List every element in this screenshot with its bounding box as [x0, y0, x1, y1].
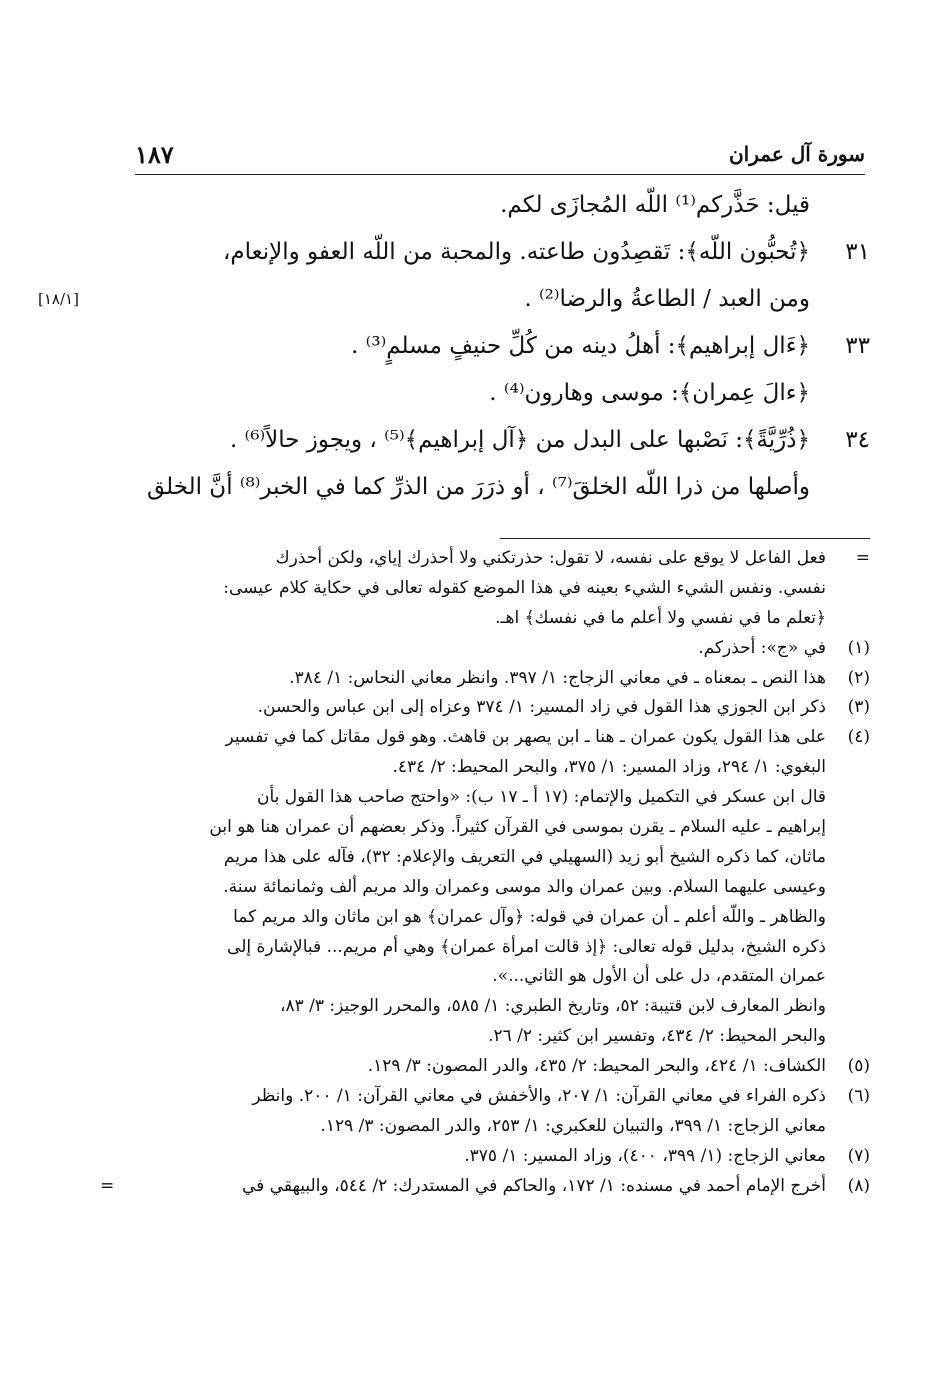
line-text: ﴿ءالَ عِمران﴾: موسى وهارون⁽⁴⁾ .: [489, 380, 810, 406]
footnote-number: (٥): [847, 1056, 870, 1077]
footnote-text: وعيسى عليهما السلام. وبين عمران والد موسى وعمران والد مريم ألف وثمانمائة سنة.: [223, 876, 826, 897]
footnote-text: وانظر المعارف لابن قتيبة: ٥٢، وتاريخ الطبري: ١/ ٥٨٥، والمحرر الوجيز: ٣/ ٨٣،: [279, 996, 826, 1017]
footnote-line: [108, 903, 870, 933]
line-text: ﴿ذُرِّيَّةً﴾: نَصْبها على البدل من ﴿آل إبراهيم﴾⁽⁵⁾ ، ويجوز حالاً⁽⁶⁾ .: [229, 427, 810, 453]
margin-reference: [١٨/١]: [38, 290, 79, 308]
footnote-text: الكشاف: ١/ ٤٢٤، والبحر المحيط: ٢/ ٤٣٥، والدر المصون: ٣/ ١٢٩.: [367, 1056, 826, 1077]
footnote-line: [108, 843, 870, 873]
line-text: ﴿تُحبُّون اللّه﴾: تَقصِدُون طاعته. والمحبة من اللّه العفو والإنعام،: [222, 239, 810, 265]
footnote-text: والظاهر ـ واللّه أعلم ـ أن عمران في قوله: ﴿وآل عمران﴾ هو ابن ماثان والد مريم كما: [233, 906, 826, 927]
footnote-line: [108, 634, 870, 664]
continuation-mark: =: [100, 1175, 115, 1196]
footnote-line: [108, 1022, 870, 1052]
footnote-number: (١): [847, 637, 870, 658]
footnote-text: فعل الفاعل لا يوقع على نفسه، لا تقول: حذرتكني ولا أحذرك إياي، ولكن أحذرك: [275, 548, 826, 568]
footnote-number: =: [855, 548, 870, 568]
footnote-text: عمران المتقدم، دل على أن الأول هو الثاني...».: [492, 966, 826, 987]
text-line: [100, 464, 870, 511]
page-number: ١٨٧: [135, 140, 174, 169]
footnote-line: [108, 962, 870, 992]
footnote-line: [108, 873, 870, 903]
footnote-line: [108, 1052, 870, 1082]
footnote-number: (٧): [847, 1145, 870, 1166]
footnote-text: في «ج»: أحذركم.: [698, 637, 826, 658]
footnote-line: [108, 783, 870, 813]
footnote-text: ذكر ابن الجوزي هذا القول في زاد المسير: ١/ ٣٧٤ وعزاه إلى ابن عباس والحسن.: [257, 697, 826, 718]
footnotes: [100, 544, 870, 1202]
main-text: [38, 182, 870, 511]
footnote-number: (٤): [847, 727, 870, 748]
footnote-number: (٨): [847, 1175, 870, 1196]
footnote-line: [108, 544, 870, 574]
text-line: [100, 323, 870, 370]
footnote-line: [108, 992, 870, 1022]
text-line: [100, 182, 870, 229]
footnote-line: [108, 664, 870, 694]
footnote-text: ﴿تعلم ما في نفسي ولا أعلم ما في نفسك﴾ اهـ.: [495, 607, 826, 628]
footnote-separator: [500, 538, 870, 539]
footnote-text: هذا النص ـ بمعناه ـ في معاني الزجاج: ١/ ٣٩٧. وانظر معاني النحاس: ١/ ٣٨٤.: [289, 667, 826, 688]
footnote-text: نفسي. ونفس الشيء الشيء بعينه في هذا الموضع كقوله تعالى في حكاية كلام عيسى:: [223, 577, 826, 598]
footnote-line: [108, 1142, 870, 1172]
verse-number: ٣٤: [845, 427, 870, 453]
footnote-text: قال ابن عسكر في التكميل والإتمام: (١٧ أ ـ ١٧ ب): «واحتج صاحب هذا القول بأن: [256, 787, 826, 808]
footnote-line: [108, 693, 870, 723]
footnote-number: (٣): [847, 697, 870, 718]
footnote-line: [108, 933, 870, 963]
text-line: [100, 229, 870, 276]
verse-number: ٣٣: [845, 333, 870, 359]
footnote-text: معاني الزجاج: (١/ ٣٩٩، ٤٠٠)، وزاد المسير: ١/ ٣٧٥.: [464, 1145, 826, 1166]
footnote-text: أخرج الإمام أحمد في مسنده: ١/ ١٧٢، والحاكم في المستدرك: ٢/ ٥٤٤، والبيهقي في: [241, 1175, 826, 1196]
footnote-number: (٦): [847, 1086, 870, 1107]
footnote-line: [108, 604, 870, 634]
footnote-line: [108, 813, 870, 843]
footnote-text: على هذا القول يكون عمران ـ هنا ـ ابن يصهر بن قاهث. وهو قول مقاتل كما في تفسير: [225, 727, 826, 748]
footnote-text: ذكره الفراء في معاني القرآن: ١/ ٢٠٧، والأخفش في معاني القرآن: ١/ ٢٠٠. وانظر: [252, 1086, 826, 1107]
text-line: [100, 417, 870, 464]
footnote-text: والبحر المحيط: ٢/ ٤٣٤، وتفسير ابن كثير: ٢/ ٢٦.: [488, 1026, 826, 1047]
footnote-line: [108, 1112, 870, 1142]
footnote-text: البغوي: ١/ ٢٩٤، وزاد المسير: ١/ ٣٧٥، والبحر المحيط: ٢/ ٤٣٤.: [392, 757, 826, 778]
line-text: وأصلها من ذرا اللّه الخلقَ⁽⁷⁾ ، أو ذرَرَ من الذرِّ كما في الخبر⁽⁸⁾ أنَّ الخلق: [146, 474, 810, 500]
text-line: [100, 370, 870, 417]
text-line: [38, 276, 870, 323]
footnote-line: [100, 1172, 870, 1202]
line-text: ومن العبد / الطاعةُ والرضا⁽²⁾ .: [524, 286, 810, 312]
footnote-text: إبراهيم ـ عليه السلام ـ يقرن بموسى في القرآن كثيراً. وذكر بعضهم أن عمران هنا هو ابن: [209, 817, 826, 838]
line-text: ﴿ءَال إبراهيم﴾: أهلُ دينه من كُلِّ حنيفٍ مسلمٍ⁽³⁾ .: [351, 333, 810, 359]
surah-title: سورة آل عمران: [728, 142, 865, 166]
footnote-line: [108, 1082, 870, 1112]
footnote-text: ماثان، كما ذكره الشيخ أبو زيد (السهيلي في التعريف والإعلام: ٣٢)، فآله على هذا مريم: [223, 846, 826, 867]
footnote-line: [108, 723, 870, 753]
footnote-line: [108, 574, 870, 604]
footnote-number: (٢): [847, 667, 870, 688]
footnote-line: [108, 753, 870, 783]
page-header: [135, 140, 865, 175]
footnote-text: معاني الزجاج: ١/ ٣٩٩، والتبيان للعكبري: ١/ ٢٥٣، والدر المصون: ٣/ ١٢٩.: [320, 1115, 826, 1136]
footnote-text: ذكره الشيخ، بدليل قوله تعالى: ﴿إذ قالت امرأة عمران﴾ وهي أم مريم... فبالإشارة إلى: [227, 936, 826, 957]
line-text: قيل: حَذَّركم⁽¹⁾ اللّه المُجازَى لكم.: [500, 192, 810, 218]
verse-number: ٣١: [845, 239, 870, 265]
